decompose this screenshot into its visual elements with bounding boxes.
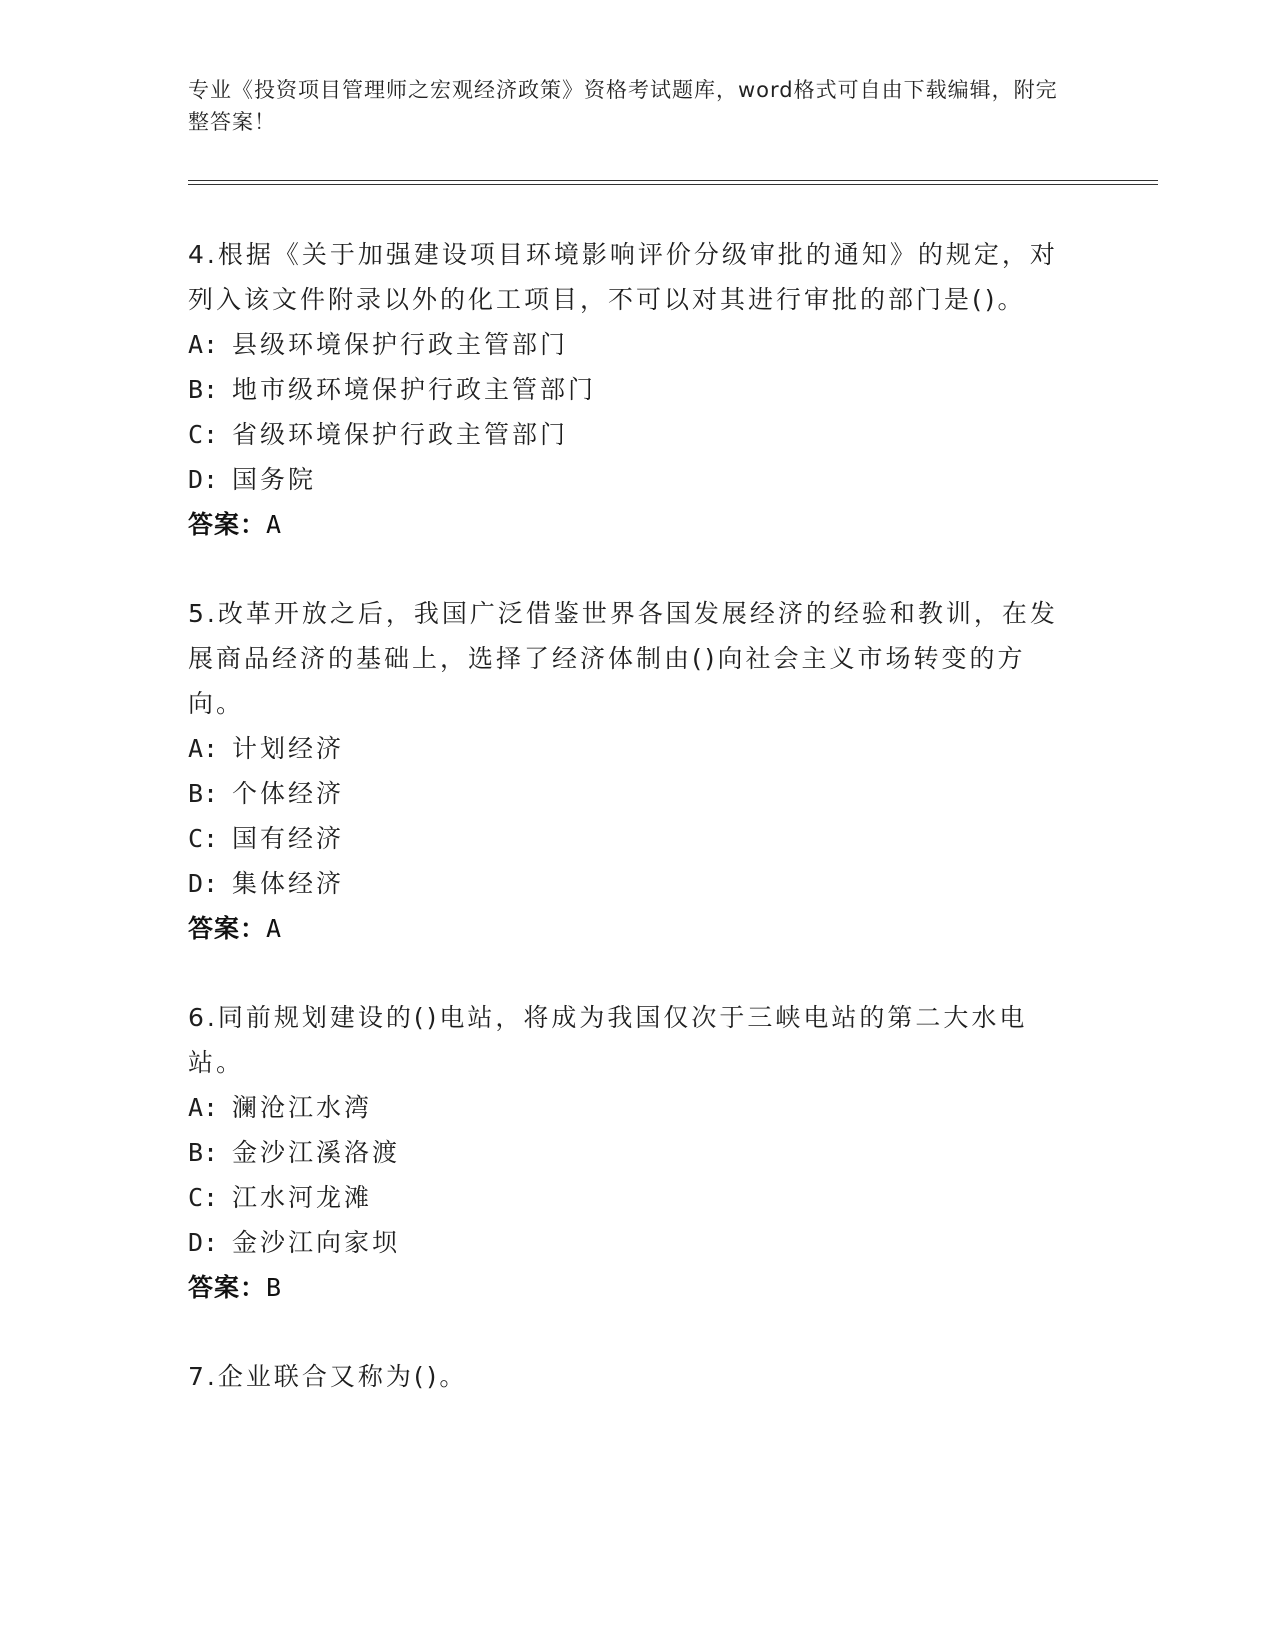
option-key: C: bbox=[188, 420, 219, 449]
answer-line bbox=[188, 502, 1068, 547]
option-key: A: bbox=[188, 734, 219, 763]
option-text: 江水河龙滩 bbox=[232, 1183, 373, 1212]
option-b bbox=[188, 367, 1068, 412]
option-key: A: bbox=[188, 330, 219, 359]
question-text: 4.根据《关于加强建设项目环境影响评价分级审批的通知》的规定，对列入该文件附录以外的化工项目，不可以对其进行审批的部门是()。 bbox=[188, 240, 1058, 314]
header-divider-bottom bbox=[188, 184, 1158, 185]
option-b bbox=[188, 771, 1068, 816]
option-text: 个体经济 bbox=[232, 779, 345, 808]
option-text: 计划经济 bbox=[232, 734, 345, 763]
option-text: 地市级环境保护行政主管部门 bbox=[232, 375, 597, 404]
answer-label: 答案： bbox=[188, 914, 267, 943]
option-text: 国务院 bbox=[232, 465, 317, 494]
option-text: 国有经济 bbox=[232, 824, 345, 853]
option-text: 澜沧江水湾 bbox=[232, 1093, 373, 1122]
question-5 bbox=[188, 591, 1068, 951]
option-key: C: bbox=[188, 1183, 219, 1212]
answer-value: B bbox=[266, 1273, 283, 1302]
option-d bbox=[188, 457, 1068, 502]
answer-line bbox=[188, 906, 1068, 951]
document-header: 专业《投资项目管理师之宏观经济政策》资格考试题库，word格式可自由下载编辑，附完整答案！ bbox=[188, 78, 1058, 134]
answer-label: 答案： bbox=[188, 510, 267, 539]
option-key: D: bbox=[188, 869, 219, 898]
option-text: 集体经济 bbox=[232, 869, 345, 898]
option-key: D: bbox=[188, 1228, 219, 1257]
answer-value: A bbox=[266, 914, 283, 943]
question-4 bbox=[188, 232, 1068, 547]
option-key: A: bbox=[188, 1093, 219, 1122]
header-divider-top bbox=[188, 180, 1158, 181]
option-d bbox=[188, 1220, 1068, 1265]
answer-label: 答案： bbox=[188, 1273, 267, 1302]
option-text: 省级环境保护行政主管部门 bbox=[232, 420, 569, 449]
option-key: D: bbox=[188, 465, 219, 494]
question-7 bbox=[188, 1354, 1068, 1399]
option-d bbox=[188, 861, 1068, 906]
question-text: 7.企业联合又称为()。 bbox=[188, 1362, 468, 1391]
option-text: 金沙江向家坝 bbox=[232, 1228, 401, 1257]
option-key: B: bbox=[188, 375, 219, 404]
option-c bbox=[188, 1175, 1068, 1220]
answer-value: A bbox=[266, 510, 283, 539]
option-key: B: bbox=[188, 779, 219, 808]
option-a bbox=[188, 322, 1068, 367]
answer-line bbox=[188, 1265, 1068, 1310]
question-text: 6.同前规划建设的()电站，将成为我国仅次于三峡电站的第二大水电站。 bbox=[188, 1003, 1028, 1077]
question-6 bbox=[188, 995, 1068, 1310]
option-key: B: bbox=[188, 1138, 219, 1167]
question-list bbox=[188, 232, 1068, 1443]
option-key: C: bbox=[188, 824, 219, 853]
option-a bbox=[188, 1085, 1068, 1130]
option-text: 金沙江溪洛渡 bbox=[232, 1138, 401, 1167]
option-text: 县级环境保护行政主管部门 bbox=[232, 330, 569, 359]
option-c bbox=[188, 412, 1068, 457]
option-b bbox=[188, 1130, 1068, 1175]
option-a bbox=[188, 726, 1068, 771]
question-text: 5.改革开放之后，我国广泛借鉴世界各国发展经济的经验和教训，在发展商品经济的基础上，选择了经济体制由()向社会主义市场转变的方向。 bbox=[188, 599, 1058, 718]
option-c bbox=[188, 816, 1068, 861]
